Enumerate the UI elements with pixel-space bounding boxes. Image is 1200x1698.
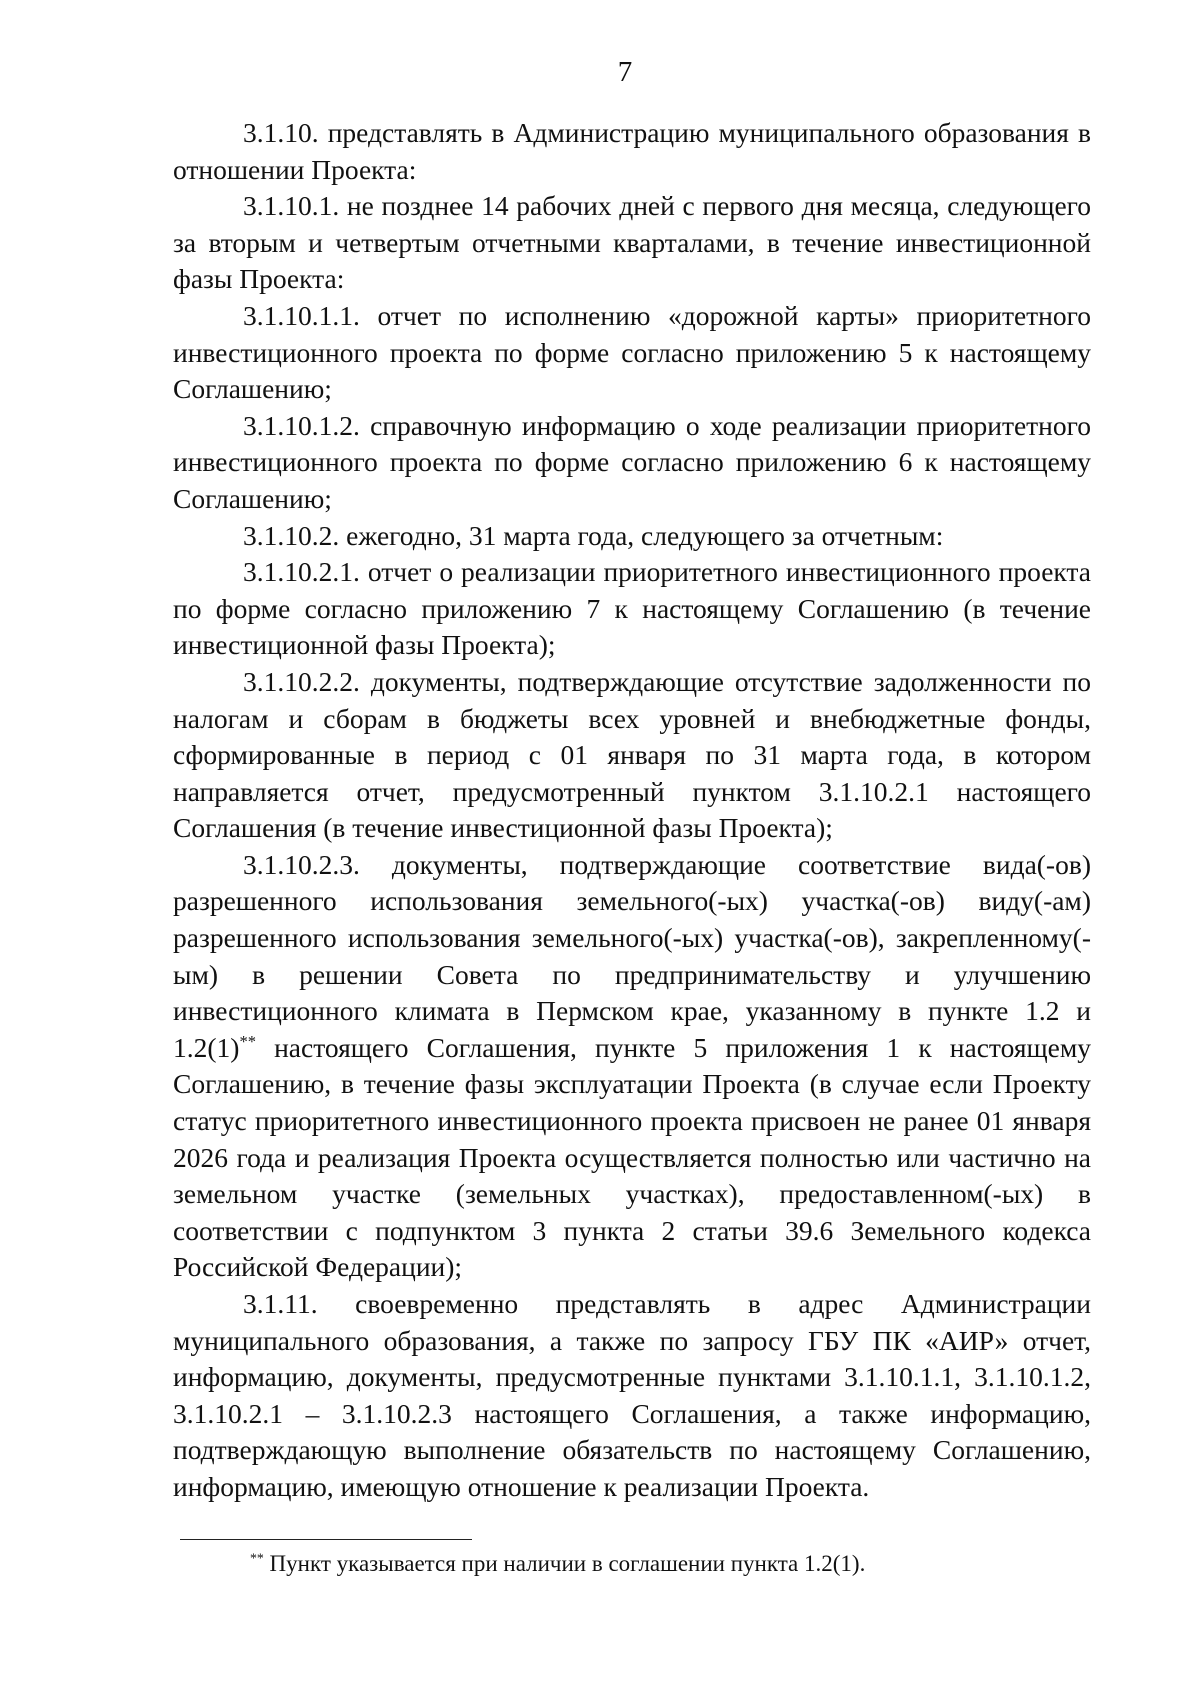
page-number: 7	[617, 56, 633, 88]
footnote-reference: **	[239, 1031, 256, 1051]
paragraph-3-1-10-2-3-part1: 3.1.10.2.3. документы, подтверждающие соответствие вида(-ов) разрешенного использования земельного(-ых) участка(-ов) виду(-ам) разрешенного использования земельного(-ых) участка(-ов), закрепленному(-ым) в решении Совета по предпринимательству и улучшению инвестиционного климата в Пермском крае, указанному в пункте 1.2 и 1.2(1)	[173, 848, 1091, 1063]
paragraph-3-1-10-2-3	[173, 847, 1091, 1286]
paragraph-3-1-10-2-1: 3.1.10.2.1. отчет о реализации приоритетного инвестиционного проекта по форме согласно приложению 7 к настоящему Соглашению (в течение инвестиционной фазы Проекта);	[173, 556, 1091, 661]
paragraph-3-1-10-2-2: 3.1.10.2.2. документы, подтверждающие отсутствие задолженности по налогам и сборам в бюджеты всех уровней и внебюджетные фонды, сформированные в период с 01 января по 31 марта года, в котором направляется отчет, предусмотренный пунктом 3.1.10.2.1 настоящего Соглашения (в течение инвестиционной фазы Проекта);	[173, 665, 1091, 844]
paragraph-3-1-10-1-1: 3.1.10.1.1. отчет по исполнению «дорожной карты» приоритетного инвестиционного проекта по форме согласно приложению 5 к настоящему Соглашению;	[173, 299, 1091, 405]
paragraph-3-1-10: 3.1.10. представлять в Администрацию муниципального образования в отношении Проекта:	[173, 117, 1091, 185]
paragraph-3-1-11: 3.1.11. своевременно представлять в адрес Администрации муниципального образования, а также по запросу ГБУ ПК «АИР» отчет, информацию, документы, предусмотренные пунктами 3.1.10.1.1, 3.1.10.1.2, 3.1.10.2.1 – 3.1.10.2.3 настоящего Соглашения, а также информацию, подтверждающую выполнение обязательств по настоящему Соглашению, информацию, имеющую отношение к реализации Проекта.	[173, 1288, 1091, 1502]
paragraph-3-1-10-2: 3.1.10.2. ежегодно, 31 марта года, следующего за отчетным:	[243, 519, 944, 551]
paragraph-3-1-10-1-2: 3.1.10.1.2. справочную информацию о ходе реализации приоритетного инвестиционного проекта по форме согласно приложению 6 к настоящему Соглашению;	[173, 409, 1091, 514]
paragraph-3-1-10-1: 3.1.10.1. не позднее 14 рабочих дней с первого дня месяца, следующего за вторым и четвертым отчетными кварталами, в течение инвестиционной фазы Проекта:	[173, 190, 1091, 295]
document-body	[173, 115, 1091, 1506]
footnote	[250, 1549, 865, 1579]
footnote-separator	[180, 1539, 472, 1540]
paragraph-3-1-10-2-3-part2: настоящего Соглашения, пункте 5 приложения 1 к настоящему Соглашению, в течение фазы эксплуатации Проекта (в случае если Проекту статус приоритетного инвестиционного проекта присвоен не ранее 01 января 2026 года и реализация Проекта осуществляется полностью или частично на земельном участке (земельных участках), предоставленном(-ых) в соответствии с подпунктом 3 пункта 2 статьи 39.6 Земельного кодекса Российской Федерации);	[173, 1031, 1091, 1283]
footnote-text: Пункт указывается при наличии в соглашении пункта 1.2(1).	[263, 1551, 866, 1576]
footnote-marker: **	[250, 1550, 264, 1566]
